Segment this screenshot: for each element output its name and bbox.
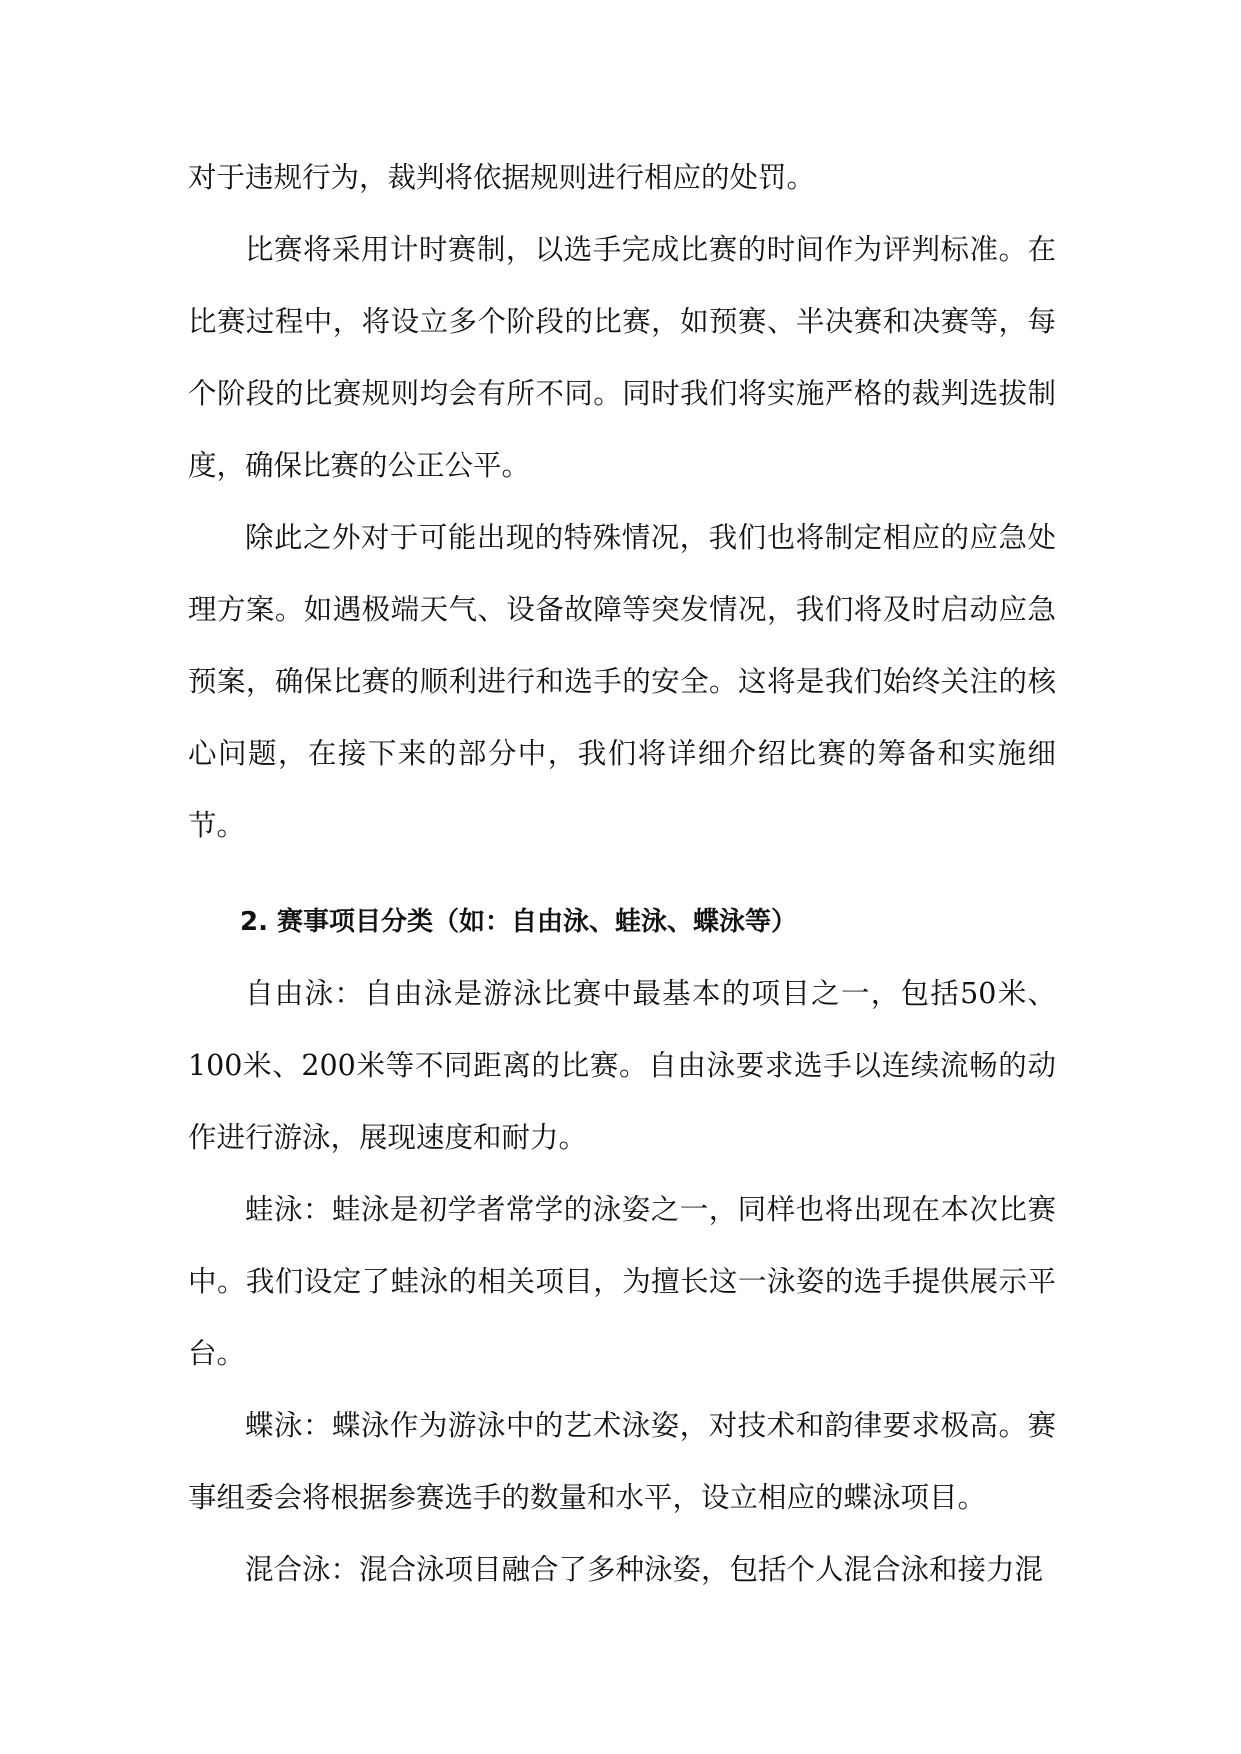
paragraph-emergency-plan: 除此之外对于可能出现的特殊情况，我们也将制定相应的应急处理方案。如遇极端天气、设备故障等突发情况，我们将及时启动应急预案，确保比赛的顺利进行和选手的安全。这将是我们始终关注的核心问题，在接下来的部分中，我们将详细介绍比赛的筹备和实施细节。 bbox=[188, 521, 1056, 842]
paragraph-butterfly: 蝶泳：蝶泳作为游泳中的艺术泳姿，对技术和韵律要求极高。赛事组委会将根据参赛选手的数量和水平，设立相应的蝶泳项目。 bbox=[188, 1409, 1056, 1514]
paragraph-medley: 混合泳：混合泳项目融合了多种泳姿，包括个人混合泳和接力混 bbox=[245, 1553, 1044, 1586]
document-body bbox=[188, 142, 1056, 1606]
paragraph-freestyle: 自由泳：自由泳是游泳比赛中最基本的项目之一，包括50米、100米、200米等不同距离的比赛。自由泳要求选手以连续流畅的动作进行游泳，展现速度和耐力。 bbox=[188, 977, 1056, 1154]
paragraph-penalty: 对于违规行为，裁判将依据规则进行相应的处罚。 bbox=[188, 161, 816, 194]
paragraph-timing-format: 比赛将采用计时赛制，以选手完成比赛的时间作为评判标准。在比赛过程中，将设立多个阶段的比赛，如预赛、半决赛和决赛等，每个阶段的比赛规则均会有所不同。同时我们将实施严格的裁判选拔制度，确保比赛的公正公平。 bbox=[188, 233, 1056, 482]
section-heading: 2. 赛事项目分类（如：自由泳、蛙泳、蝶泳等） bbox=[240, 907, 798, 937]
paragraph-breaststroke: 蛙泳：蛙泳是初学者常学的泳姿之一，同样也将出现在本次比赛中。我们设定了蛙泳的相关项目，为擅长这一泳姿的选手提供展示平台。 bbox=[188, 1193, 1056, 1370]
